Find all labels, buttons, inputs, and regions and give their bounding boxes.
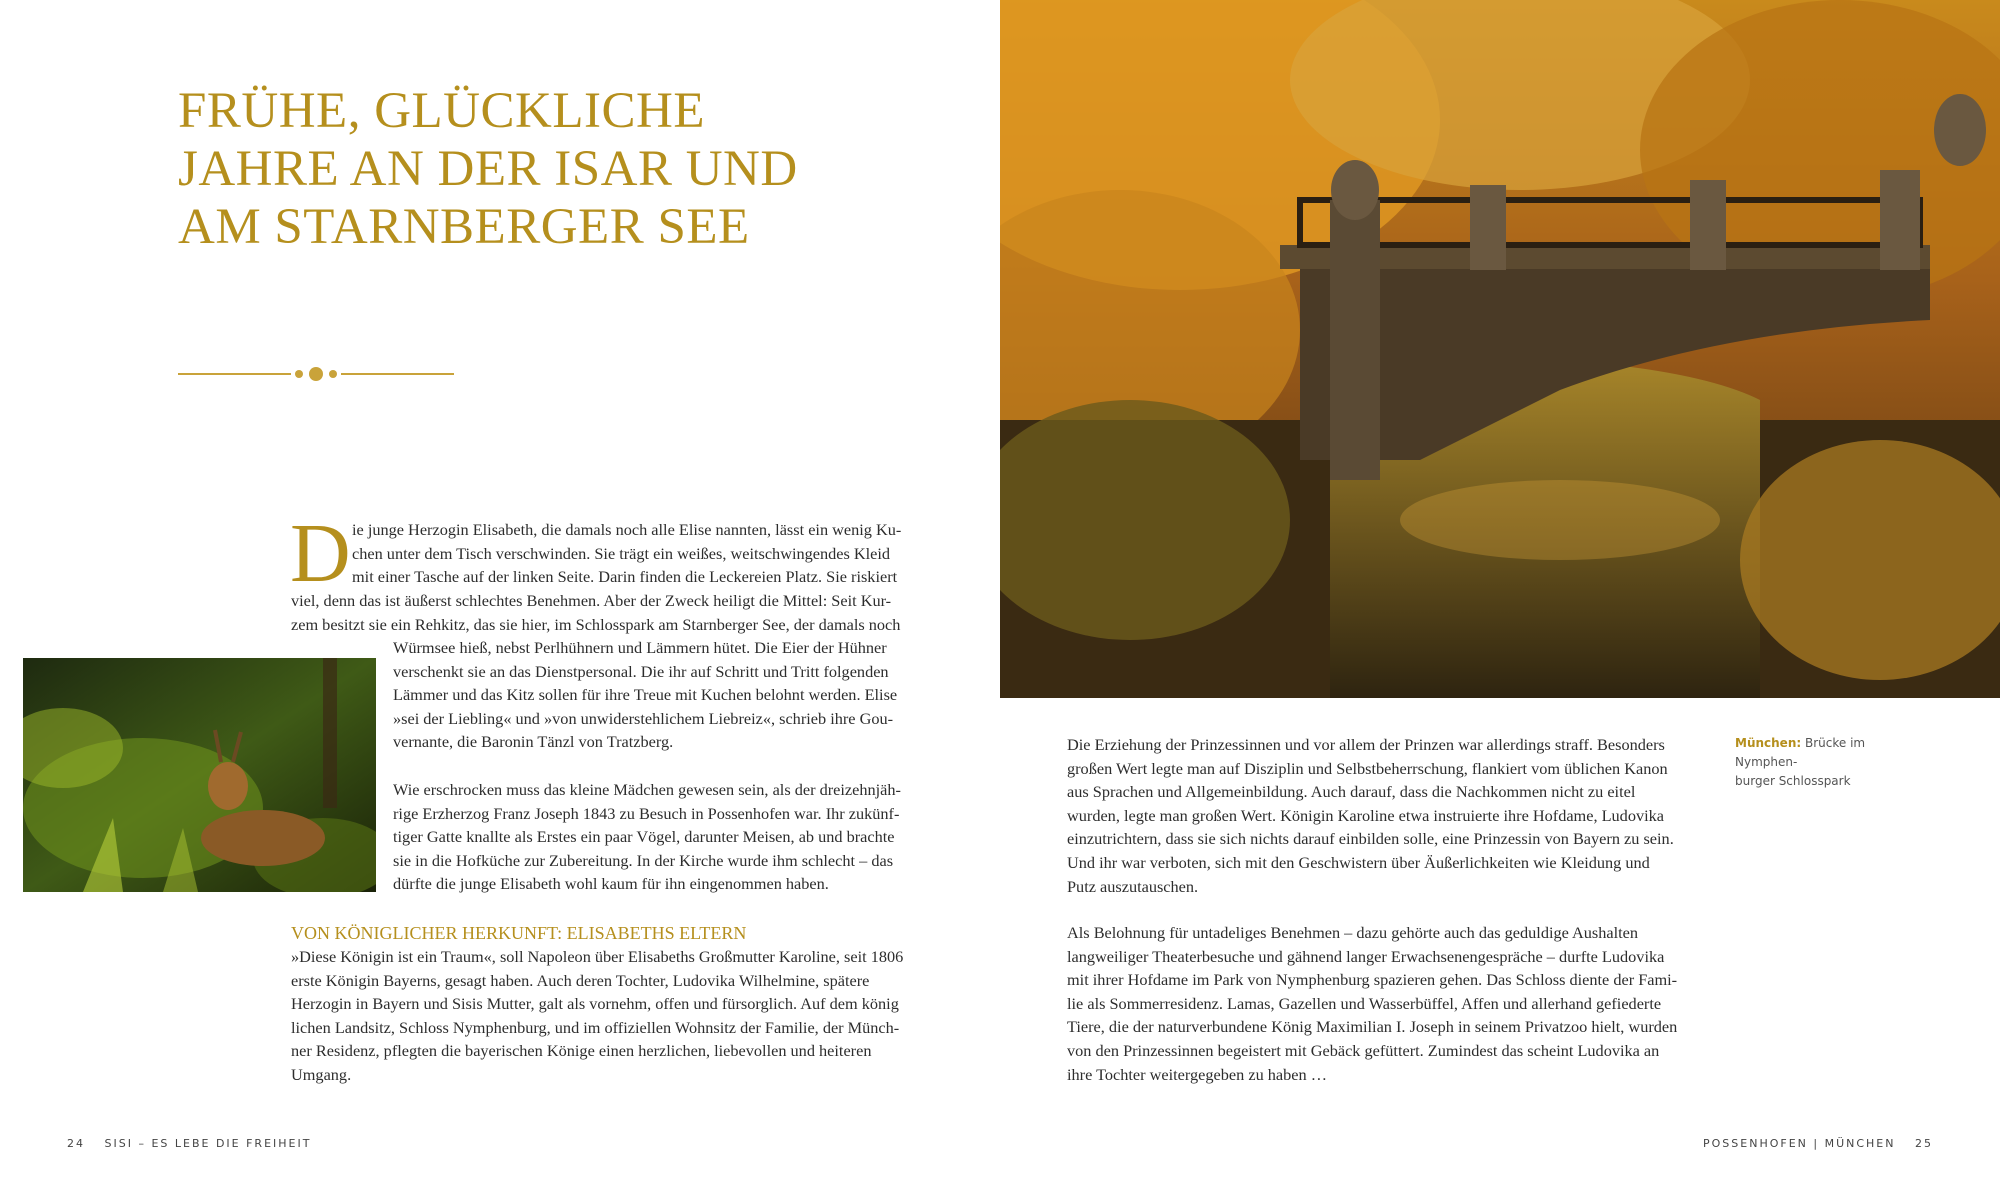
caption-location: München:: [1735, 736, 1802, 750]
bridge-photo: [1000, 0, 2000, 698]
text-line: Als Belohnung für untadeliges Benehmen – dazu gehörte auch das geduldige Aushalten: [1067, 923, 1639, 942]
text-line: »Diese Königin ist ein Traum«, soll Napoleon über Elisabeths Großmutter Karoline, seit 1806: [291, 947, 904, 966]
text-line: wurden, legte man großen Wert. Königin Karoline etwa instruierte ihre Hofdame, Ludovika: [1067, 805, 1664, 825]
heading-line-1: FRÜHE, GLÜCKLICHE: [178, 83, 705, 139]
text-line: zem besitzt sie ein Rehkitz, das sie hier, im Schlosspark am Starnberger See, der damals noch: [291, 614, 901, 634]
ornament-divider: [178, 366, 454, 382]
text-line: Umgang.: [291, 1064, 352, 1084]
ornament-line-right: [341, 373, 454, 375]
running-title-left: SISI – ES LEBE DIE FREIHEIT: [104, 1137, 312, 1150]
text-line: ihre Tochter weitergegeben zu haben …: [1067, 1064, 1328, 1084]
text-line: »sei der Liebling« und »von unwiderstehlichem Liebreiz«, schrieb ihre Gou-: [393, 708, 894, 728]
text-line: von den Prinzessinnen begeistert mit Gebäck gefüttert. Zumindest das scheint Ludovika an: [1067, 1040, 1660, 1060]
text-line: lichen Landsitz, Schloss Nymphenburg, und im offiziellen Wohnsitz der Familie, der Münch-: [291, 1017, 900, 1037]
page-number-right: 25: [1915, 1137, 1933, 1150]
text-line: dürfte die junge Elisabeth wohl kaum für ihn eingenommen haben.: [393, 874, 829, 894]
text-line: ner Residenz, pflegten die bayerischen Könige einen herzlichen, liebevollen und heiteren: [291, 1041, 872, 1061]
right-paragraph-1: [1067, 733, 1707, 898]
photo-caption: [1735, 734, 1925, 791]
text-line: Wie erschrocken muss das kleine Mädchen gewesen sein, als der dreizehnjäh-: [393, 780, 901, 799]
drop-cap: D: [290, 507, 351, 600]
text-line: verschenkt sie an das Dienstpersonal. Die ihr auf Schritt und Tritt folgenden: [393, 661, 889, 681]
footer-right: [1703, 1137, 1933, 1150]
text-line: lie als Sommerresidenz. Lamas, Gazellen und Wasserbüffel, Affen und allerhand gefiederte: [1067, 993, 1662, 1013]
caption-line-1: [1735, 734, 1925, 772]
paragraph-1-top: [352, 518, 932, 589]
text-line: einzutrichtern, dass sie sich nichts darauf einbilden solle, eine Prinzessin von Bayern zu sein.: [1067, 829, 1674, 849]
ornament-line-left: [178, 373, 291, 375]
footer-left: [67, 1137, 311, 1150]
text-line: sie in die Hofküche zur Zubereitung. In der Kirche wurde ihm schlecht – das: [393, 850, 894, 870]
text-line: erste Königin Bayerns, gesagt haben. Auch deren Tochter, Ludovika Wilhelmine, spätere: [291, 970, 870, 990]
text-line: viel, denn das ist äußerst schlechtes Benehmen. Aber der Zweck heiligt die Mittel: Seit Kur-: [291, 591, 892, 610]
paragraph-2: [393, 778, 933, 896]
text-line: ie junge Herzogin Elisabeth, die damals noch alle Elise nannten, lässt ein wenig Ku-: [352, 520, 902, 539]
heading-line-2: JAHRE AN DER ISAR UND: [178, 141, 798, 197]
text-line: Herzogin in Bayern und Sisis Mutter, galt als vornehm, offen und fürsorglich. Auf dem könig: [291, 994, 899, 1014]
text-line: langweiliger Theaterbesuche und gähnend langer Erwachsenengespräche – durfte Ludovika: [1067, 946, 1665, 966]
chapter-heading: [178, 82, 878, 256]
paragraph-1-full: [291, 589, 941, 636]
text-line: Und ihr war verboten, sich mit den Geschwistern über Äußerlichkeiten wie Kleidung und: [1067, 852, 1650, 872]
heading-line-3: AM STARNBERGER SEE: [178, 199, 750, 255]
text-line: Die Erziehung der Prinzessinnen und vor allem der Prinzen war allerdings straff. Besonders: [1067, 735, 1665, 754]
text-line: chen unter dem Tisch verschwinden. Sie trägt ein weißes, weitschwingendes Kleid: [352, 543, 891, 563]
text-line: Würmsee hieß, nebst Perlhühnern und Lämmern hütet. Die Eier der Hühner: [393, 638, 887, 657]
paragraph-1-indent: [393, 636, 933, 754]
text-line: mit einer Tasche auf der linken Seite. Darin finden die Leckereien Platz. Sie riskiert: [352, 567, 898, 587]
ornament-dot-center: [309, 367, 323, 381]
text-line: mit ihrer Hofdame im Park von Nymphenburg spazieren gehen. Das Schloss diente der Fami-: [1067, 970, 1678, 990]
caption-text: Brücke im Nymphen-: [1735, 736, 1866, 769]
text-line: Putz auszutauschen.: [1067, 876, 1199, 896]
deer-photo: [23, 658, 376, 892]
paragraph-3: [291, 945, 941, 1087]
running-title-right: POSSENHOFEN | MÜNCHEN: [1703, 1137, 1896, 1150]
text-line: großen Wert legte man auf Disziplin und Selbstbeherrschung, flankiert vom üblichen Kanon: [1067, 758, 1668, 778]
page-number-left: 24: [67, 1137, 85, 1150]
text-line: aus Sprachen und Allgemeinbildung. Auch darauf, dass die Nachkommen nicht zu eitel: [1067, 782, 1636, 802]
ornament-dot: [295, 370, 303, 378]
text-line: vernante, die Baronin Tänzl von Tratzberg.: [393, 732, 674, 752]
right-paragraph-2: [1067, 921, 1707, 1086]
text-line: Tiere, die der naturverbundene König Maximilian I. Joseph in seinem Privatzoo hielt, wurden: [1067, 1017, 1678, 1037]
text-line: rige Erzherzog Franz Joseph 1843 zu Besuch in Possenhofen war. Ihr zukünf-: [393, 803, 900, 823]
text-line: Lämmer und das Kitz sollen für ihre Treue mit Kuchen belohnt werden. Elise: [393, 685, 898, 705]
ornament-dot: [329, 370, 337, 378]
section-subheading: VON KÖNIGLICHER HERKUNFT: ELISABETHS ELTERN: [291, 923, 747, 943]
caption-line-2: burger Schlosspark: [1735, 774, 1851, 788]
text-line: tiger Gatte knallte als Erstes ein paar Vögel, darunter Meisen, ab und brachte: [393, 827, 895, 847]
